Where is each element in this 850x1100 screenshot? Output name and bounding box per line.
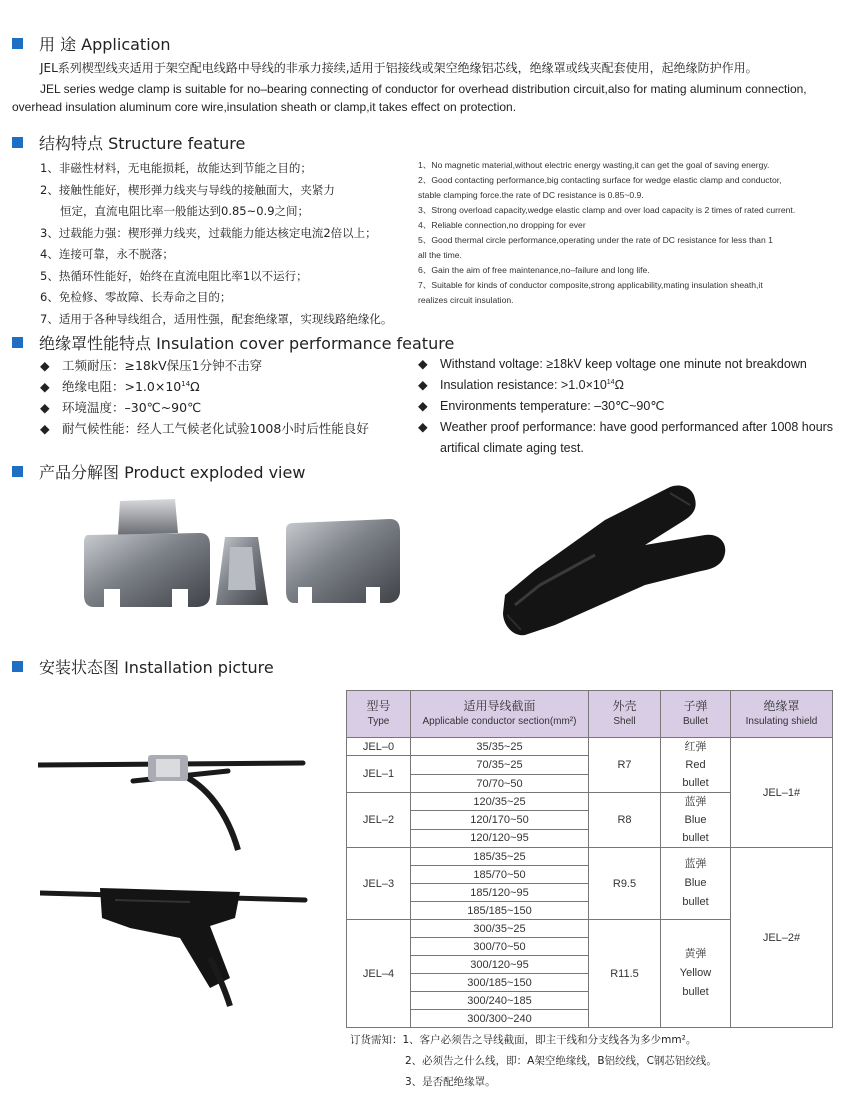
application-cn-text: JEL系列楔型线夹适用于架空配电线路中导线的非承力接续,适用于铝接线或架空绝缘铝芯线，绝缘罩或线夹配套使用，起绝缘防护作用。 <box>40 61 758 75</box>
list-item: 2、Good contacting performance,big contacting surface for wedge elastic clamp and conductor, <box>418 175 782 185</box>
structure-en-list <box>418 158 838 308</box>
section-cell: 300/35~25 <box>411 920 589 938</box>
table-row <box>347 738 833 756</box>
type-cell: JEL–0 <box>347 738 411 756</box>
list-item: stable clamping force.the rate of DC resistance is 0.85~0.9. <box>418 190 644 200</box>
bullet-cell: 蓝弹 Blue bullet <box>661 848 731 920</box>
note-line: 2、必须告之什么线，即：A架空绝缘线，B铝绞线，C钢芯铝绞线。 <box>405 1055 717 1067</box>
type-cell: JEL–1 <box>347 756 411 793</box>
section-cell: 300/120~95 <box>411 956 589 974</box>
insulation-cn-item: ◆ 工频耐压：≥18kV保压1分钟不击穿 <box>40 358 263 373</box>
table-row <box>347 848 833 866</box>
list-item: 恒定，直流电阻比率一般能达到0.85~0.9之间； <box>60 204 310 218</box>
header-shell: 外壳 Shell <box>589 691 661 738</box>
list-item: 5、Good thermal circle performance,operating under the rate of DC resistance for less than 1 <box>418 235 773 245</box>
insulation-cn-item: ◆ 绝缘电阻：$>1.0\times 10^{14}\Omega$ <box>40 379 200 394</box>
insulation-en-item-cont: artifical climate aging test. <box>440 441 584 455</box>
section-marker-icon <box>12 661 23 672</box>
list-item: all the time. <box>418 250 462 260</box>
table-header-row <box>347 691 833 738</box>
diamond-bullet-icon: ◆ <box>418 378 428 392</box>
section-cell: 120/35~25 <box>411 793 589 811</box>
list-item: 4、Reliable connection,no dropping for ever <box>418 220 586 230</box>
section-marker-icon <box>12 466 23 477</box>
type-cell: JEL–2 <box>347 793 411 848</box>
list-item: 6、Gain the aim of free maintenance,no–failure and long life. <box>418 265 650 275</box>
clamp-parts-image <box>80 495 410 625</box>
bullet-cell: 黄弹 Yellow bullet <box>661 920 731 1028</box>
section-cell: 185/185~150 <box>411 902 589 920</box>
insulation-cn-item: ◆ 耐气候性能：经人工气候老化试验1008小时后性能良好 <box>40 421 369 436</box>
section-marker-icon <box>12 337 23 348</box>
wedge-part <box>216 537 268 605</box>
note-line: 订货需知：1、客户必须告之导线截面，即主干线和分支线各为多少mm²。 <box>350 1034 697 1046</box>
insulation-en-item: ◆ Withstand voltage: ≥18kV keep voltage one minute not breakdown <box>418 357 807 371</box>
shell-cell: R8 <box>589 793 661 848</box>
section-marker-icon <box>12 38 23 49</box>
header-bullet: 子弹 Bullet <box>661 691 731 738</box>
section-cell: 185/35~25 <box>411 848 589 866</box>
structure-heading: 结构特点 Structure feature <box>12 131 245 154</box>
installation-image-top <box>38 745 308 855</box>
application-heading: 用 途 Application <box>12 32 171 55</box>
diamond-bullet-icon: ◆ <box>40 379 50 394</box>
insulation-cover-image <box>495 475 745 650</box>
shield-cell: JEL–2# <box>731 848 833 1028</box>
section-cell: 300/300~240 <box>411 1010 589 1028</box>
type-cell: JEL–3 <box>347 848 411 920</box>
header-shield: 绝缘罩 Insulating shield <box>731 691 833 738</box>
section-cell: 185/70~50 <box>411 866 589 884</box>
exploded-heading: 产品分解图 Product exploded view <box>12 460 305 483</box>
order-notes <box>350 1030 717 1093</box>
bullet-cell: 蓝弹 Blue bullet <box>661 793 731 848</box>
section-cell: 70/70~50 <box>411 775 589 793</box>
section-marker-icon <box>12 137 23 148</box>
diamond-bullet-icon: ◆ <box>418 357 428 371</box>
list-item: 7、适用于各种导线组合，适用性强，配套绝缘罩，实现线路绝缘化。 <box>40 311 393 326</box>
list-item: realizes circuit insulation. <box>418 295 514 305</box>
note-line: 3、是否配绝缘罩。 <box>405 1076 496 1088</box>
shell-cell: R7 <box>589 738 661 793</box>
section-cell: 300/70~50 <box>411 938 589 956</box>
installation-heading: 安装状态图 Installation picture <box>12 655 274 678</box>
section-cell: 120/170~50 <box>411 811 589 829</box>
structure-cn-list <box>40 158 410 330</box>
diamond-bullet-icon: ◆ <box>418 399 428 413</box>
section-cell: 185/120~95 <box>411 884 589 902</box>
section-cell: 35/35~25 <box>411 738 589 756</box>
section-cell: 70/35~25 <box>411 756 589 775</box>
insulation-en-item: ◆ Insulation resistance: $>1.0\times 10^{14}\Omega$ <box>418 378 624 392</box>
bullet-cell: 红弹 Red bullet <box>661 738 731 793</box>
type-cell: JEL–4 <box>347 920 411 1028</box>
insulation-en-item: ◆ Environments temperature: –30℃~90℃ <box>418 399 665 413</box>
list-item: 5、热循环性能好，始终在直流电阻比率1以不运行； <box>40 268 308 283</box>
header-section: 适用导线截面 Applicable conductor section(mm²) <box>411 691 589 738</box>
shield-cell: JEL–1# <box>731 738 833 848</box>
shell-cell: R11.5 <box>589 920 661 1028</box>
clamp-left-part <box>84 499 210 607</box>
application-en-text-2: overhead insulation aluminum core wire,insulation sheath or clamp,it takes effect on protection. <box>12 100 517 114</box>
list-item: 2、接触性能好，楔形弹力线夹与导线的接触面大，夹紧力 <box>40 182 335 197</box>
list-item: 1、No magnetic material,without electric energy wasting,it can get the goal of saving energy. <box>418 160 770 170</box>
list-item: 1、非磁性材料，无电能损耗，故能达到节能之目的； <box>40 161 312 175</box>
installation-image-bottom <box>40 858 310 1008</box>
diamond-bullet-icon: ◆ <box>418 420 428 434</box>
clamp-right-part <box>286 519 400 603</box>
list-item: 3、Strong overload capacity,wedge elastic clamp and over load capacity is 2 times of rated current. <box>418 205 796 215</box>
section-cell: 300/185~150 <box>411 974 589 992</box>
insulation-heading: 绝缘罩性能特点 Insulation cover performance feature <box>12 331 454 354</box>
list-item: 4、连接可靠，永不脱落； <box>40 247 174 261</box>
header-type: 型号 Type <box>347 691 411 738</box>
section-cell: 120/120~95 <box>411 829 589 847</box>
section-cell: 300/240~185 <box>411 992 589 1010</box>
diamond-bullet-icon: ◆ <box>40 358 50 373</box>
insulation-cn-item: ◆ 环境温度：–30℃~90℃ <box>40 400 202 415</box>
spec-table <box>346 690 833 1028</box>
shell-cell: R9.5 <box>589 848 661 920</box>
application-en-text-1: JEL series wedge clamp is suitable for no–bearing connecting of conductor for overhead distribution circuit,also for mating aluminum connection, <box>40 82 807 96</box>
diamond-bullet-icon: ◆ <box>40 421 50 436</box>
list-item: 6、免检修、零故障、长寿命之目的； <box>40 290 232 304</box>
insulation-en-item: ◆ Weather proof performance: have good performanced after 1008 hours <box>418 420 834 434</box>
list-item: 3、过载能力强：楔形弹力线夹，过载能力能达核定电流2倍以上； <box>40 225 377 240</box>
diamond-bullet-icon: ◆ <box>40 400 50 415</box>
list-item: 7、Suitable for kinds of conductor composite,strong applicability,mating insulation sheath,it <box>418 280 763 290</box>
